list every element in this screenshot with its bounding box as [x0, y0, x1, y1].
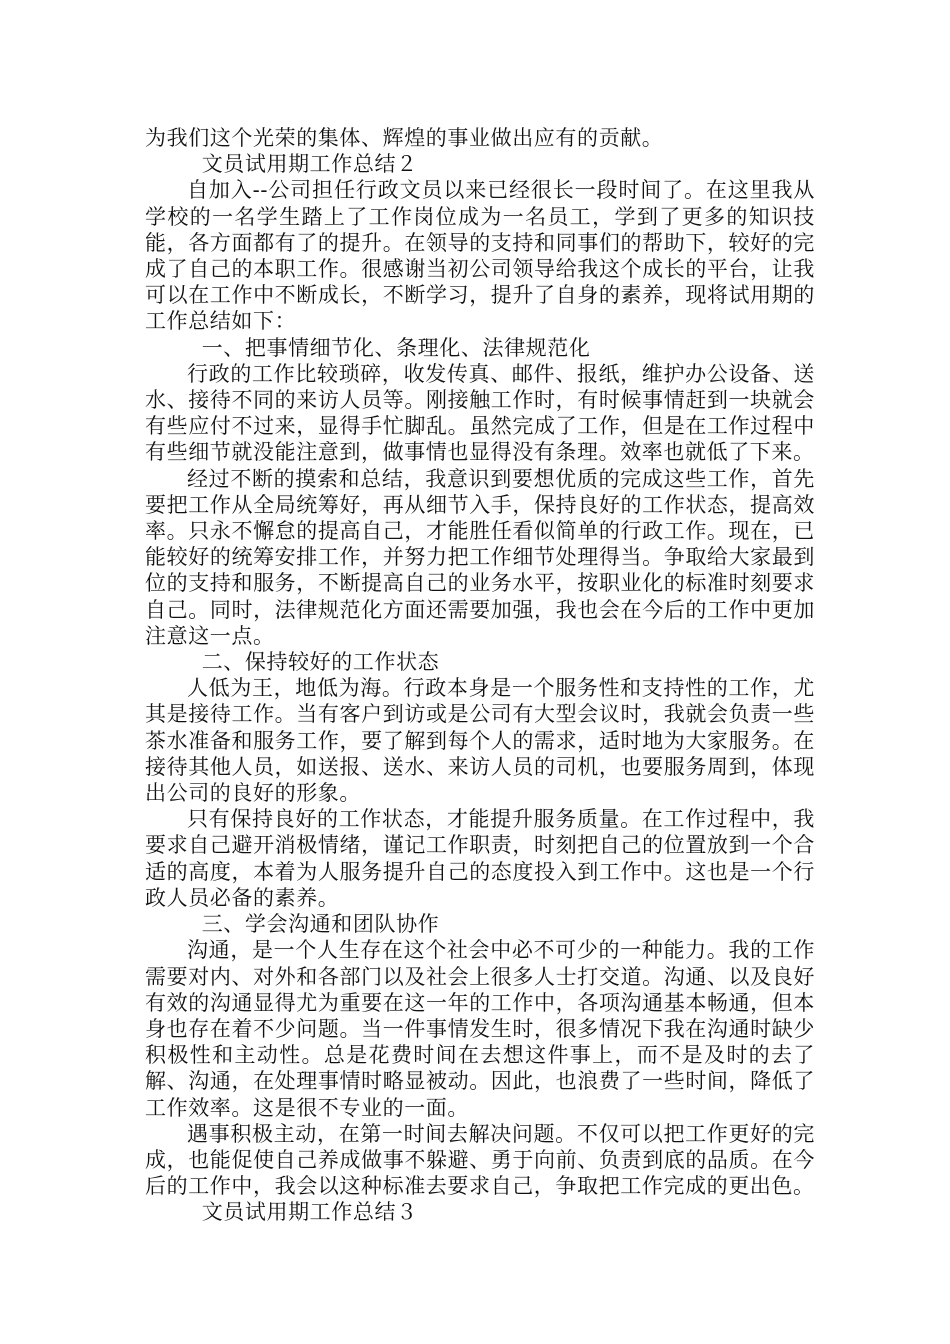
section-title-2: 文员试用期工作总结２	[201, 152, 418, 177]
subheading-1: 一、把事情细节化、条理化、法律规范化	[201, 335, 591, 360]
paragraph: 沟通，是一个人生存在这个社会中必不可少的一种能力。我的工作需要对内、对外和各部门以及社会上很多人士打交道。沟通、以及良好有效的沟通显得尤为重要在这一年的工作中，各项沟通基本畅通，但本身也存在着不少问题。当一件事情发生时，很多情况下我在沟通时缺少积极性和主动性。总是花费时间在去想这件事上，而不是及时的去了解、沟通，在处理事情时略显被动。因此，也浪费了一些时间，降低了工作效率。这是很不专业的一面。	[145, 938, 815, 1120]
subheading-2: 二、保持较好的工作状态	[201, 650, 440, 675]
paragraph: 行政的工作比较琐碎，收发传真、邮件、报纸，维护办公设备、送水、接待不同的来访人员等。刚接触工作时，有时候事情赶到一块就会有些应付不过来，显得手忙脚乱。虽然完成了工作，但是在工作过程中有些细节就没能注意到，做事情也显得没有条理。效率也就低了下来。	[145, 361, 815, 465]
intro-paragraph: 自加入--公司担任行政文员以来已经很长一段时间了。在这里我从学校的一名学生踏上了工作岗位成为一名员工，学到了更多的知识技能，各方面都有了的提升。在领导的支持和同事们的帮助下，较好的完成了自己的本职工作。很感谢当初公司领导给我这个成长的平台，让我可以在工作中不断成长，不断学习，提升了自身的素养，现将试用期的工作总结如下：	[145, 178, 815, 334]
paragraph: 只有保持良好的工作状态，才能提升服务质量。在工作过程中，我要求自己避开消极情绪，谨记工作职责，时刻把自己的位置放到一个合适的高度，本着为人服务提升自己的态度投入到工作中。这也是一个行政人员必备的素养。	[145, 807, 815, 910]
closing-paragraph: 为我们这个光荣的集体、辉煌的事业做出应有的贡献。	[145, 126, 664, 150]
paragraph: 人低为王，地低为海。行政本身是一个服务性和支持性的工作，尤其是接待工作。当有客户到访或是公司有大型会议时，我就会负责一些茶水准备和服务工作，要了解到每个人的需求，适时地为大家服务。在接待其他人员，如送报、送水、来访人员的司机，也要服务周到，体现出公司的良好的形象。	[145, 676, 815, 806]
paragraph: 经过不断的摸索和总结，我意识到要想优质的完成这些工作，首先要把工作从全局统筹好，再从细节入手，保持良好的工作状态，提高效率。只永不懈怠的提高自己，才能胜任看似简单的行政工作。现在，已能较好的统筹安排工作，并努力把工作细节处理得当。争取给大家最到位的支持和服务，不断提高自己的业务水平，按职业化的标准时刻要求自己。同时，法律规范化方面还需要加强，我也会在今后的工作中更加注意这一点。	[145, 466, 815, 648]
document-page	[145, 125, 815, 1226]
section-title-3: 文员试用期工作总结３	[201, 1200, 418, 1225]
paragraph: 遇事积极主动，在第一时间去解决问题。不仅可以把工作更好的完成，也能促使自己养成做事不躲避、勇于向前、负责到底的品质。在今后的工作中，我会以这种标准去要求自己，争取把工作完成的更出色。	[145, 1121, 815, 1199]
subheading-3: 三、学会沟通和团队协作	[201, 912, 440, 937]
